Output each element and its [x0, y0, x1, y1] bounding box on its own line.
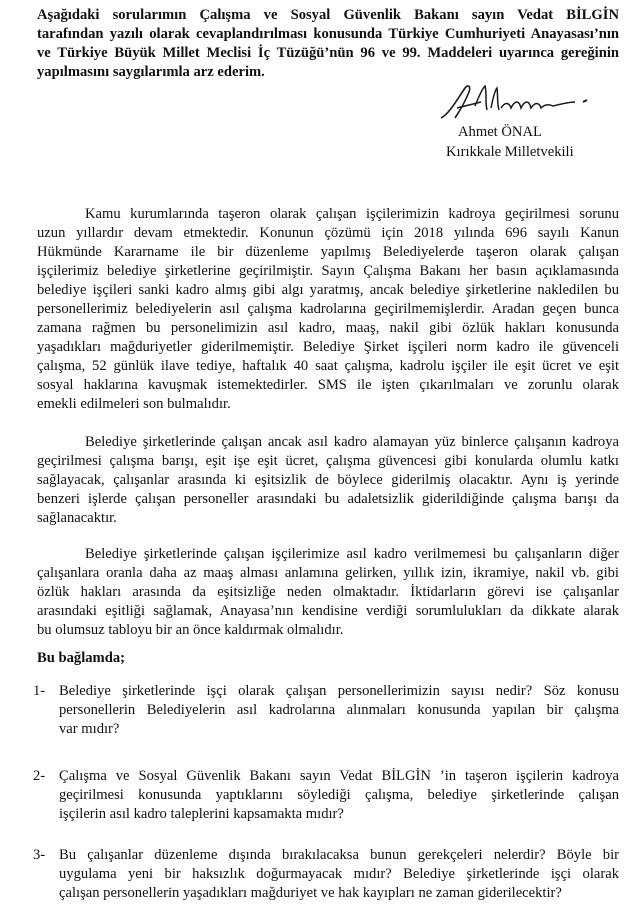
paragraph-line: sağlanacaktır. [37, 510, 117, 526]
question-line: Bu çalışanlar düzenleme dışında bırakılacaksa bunun gerekçeleri nelerdir? Böyle bir [59, 847, 619, 863]
paragraph-line: bu olumsuz tabloyu bir an önce kaldırmak olmalıdır. [37, 622, 344, 638]
paragraph-line: Kamu kurumlarında taşeron olarak çalışan işçilerimizin kadroya geçirilmesi sorunu [85, 206, 619, 222]
paragraph-line: sosyal haklarına kavuşmak istemektedirler. SMS ile işten çıkarılmaları ve zorunlu olarak [37, 377, 619, 393]
paragraph-line: arasındaki eşitliği sağlamak, Anayasa’nın kendisine verdiği sorumlulukları da dikkate alarak [37, 603, 619, 619]
question-number: 3- [33, 847, 46, 863]
intro-line: tarafından yazılı olarak cevaplandırılması konusunda Türkiye Cumhuriyeti Anayasası’nın [37, 26, 619, 42]
question-line: uygulama yeni bir haksızlık doğurmayacak mıdır? Belediye şirketlerinde işçi olarak [59, 866, 619, 882]
paragraph-line: sağlayacak, çalışanlar arasında ki eşitsizlik de böylece giderilmiş olacaktır. Aynı iş yerinde [37, 472, 619, 488]
paragraph-line: emekli edilmeleri son bulmalıdır. [37, 396, 231, 412]
question-line: Belediye şirketlerinde işçi olarak çalışan personellerimizin sayısı nedir? Söz konusu [59, 683, 619, 699]
paragraph-line: Hükmünde Kararname ile bir düzenleme yapılmış Belediyelerde taşeron olarak çalışan [37, 244, 619, 260]
paragraph-line: zamana rağmen bu personelimizin asıl kadro, maaş, nakil gibi özlük hakları konusunda [37, 320, 619, 336]
question-line: çalışan personellerin yaşadıkları mağduriyet ve hak kayıpları ne zaman giderilecektir? [59, 885, 562, 901]
body-paragraph [37, 545, 619, 640]
author-name: Ahmet ÖNAL [458, 124, 542, 140]
body-paragraph [37, 433, 619, 528]
body-paragraph [37, 205, 619, 414]
intro-paragraph [37, 6, 619, 82]
paragraph-line: çalışanlara oranla daha az maaş alması anlamına gelirken, yıllık izin, ikramiye, nakil vb. gibi [37, 565, 619, 581]
paragraph-line: Belediye şirketlerinde çalışan ancak asıl kadro alamayan yüz binlerce çalışanın kadroya [85, 434, 619, 450]
section-heading: Bu bağlamda; [37, 650, 125, 666]
question-line: işçilerin asıl kadro taleplerini kapsamakta mıdır? [59, 806, 344, 822]
paragraph-line: belediye işçileri sanki kadro almış gibi algı yaratmış, ancak belediye şirketlerine nakledilen bu [37, 282, 619, 298]
paragraph-line: uzun yıllardır devam etmektedir. Konunun çözümü için 2018 yılında 696 sayılı Kanun [37, 225, 619, 241]
paragraph-line: geçirilmesi çalışma barışı, eşit işe eşit ücret, çalışma güvencesi gibi konularda olumlu katkı [37, 453, 619, 469]
paragraph-line: Belediye şirketlerinde çalışan işçilerimize asıl kadro verilmemesi bu çalışanların diğer [85, 546, 619, 562]
paragraph-line: işçilerimiz belediye şirketlerine geçirilmiştir. Sayın Çalışma Bakanı her basın açıklamasında [37, 263, 619, 279]
paragraph-line: benzeri işlerde çalışan personeller arasındaki bu adaletsizlik giderildiğinde çalışma barışı da [37, 491, 619, 507]
paragraph-line: özlük hakları arasında da eşitsizliğe neden olmaktadır. İktidarların görevi ise çalışanlar [37, 584, 619, 600]
intro-line: Aşağıdaki sorularımın Çalışma ve Sosyal Güvenlik Bakanı sayın Vedat BİLGİN [37, 7, 619, 23]
paragraph-line: yaşadıkları mağduriyetler giderilmemiştir. Belediye Şirket işçileri norm kadro ile güvenceli [37, 339, 619, 355]
author-title: Kırıkkale Milletvekili [446, 144, 574, 160]
paragraph-line: çalışma, 52 günlük ilave tediye, haftalık 40 saat çalışma, kadrolu işçiler ile eşit ücret ve eşit [37, 358, 619, 374]
paragraph-line: personellerimiz belediyelerin asıl çalışma kadrolarına geçirilmemişlerdir. Aradan geçen bunca [37, 301, 619, 317]
question-line: Çalışma ve Sosyal Güvenlik Bakanı sayın Vedat BİLGİN ’in taşeron işçilerin kadroya [59, 768, 619, 784]
intro-line: ve Türkiye Büyük Millet Meclisi İç Tüzüğü’nün 96 ve 99. Maddeleri uyarınca gereğinin [37, 45, 619, 61]
intro-line: yapılmasını saygılarımla arz ederim. [37, 64, 265, 80]
question-number: 2- [33, 768, 46, 784]
handwritten-signature [435, 78, 615, 124]
question-line: personellerin Belediyelerin asıl kadrolarına alınmaları konusunda yapılan bir çalışma [59, 702, 619, 718]
author-block [446, 122, 574, 162]
question-number: 1- [33, 683, 46, 699]
question-line: var mıdır? [59, 721, 120, 737]
question-line: geçirilmesi konusunda yaptıklarını söylediği çalışma, belediye şirketlerinde çalışan [59, 787, 619, 803]
